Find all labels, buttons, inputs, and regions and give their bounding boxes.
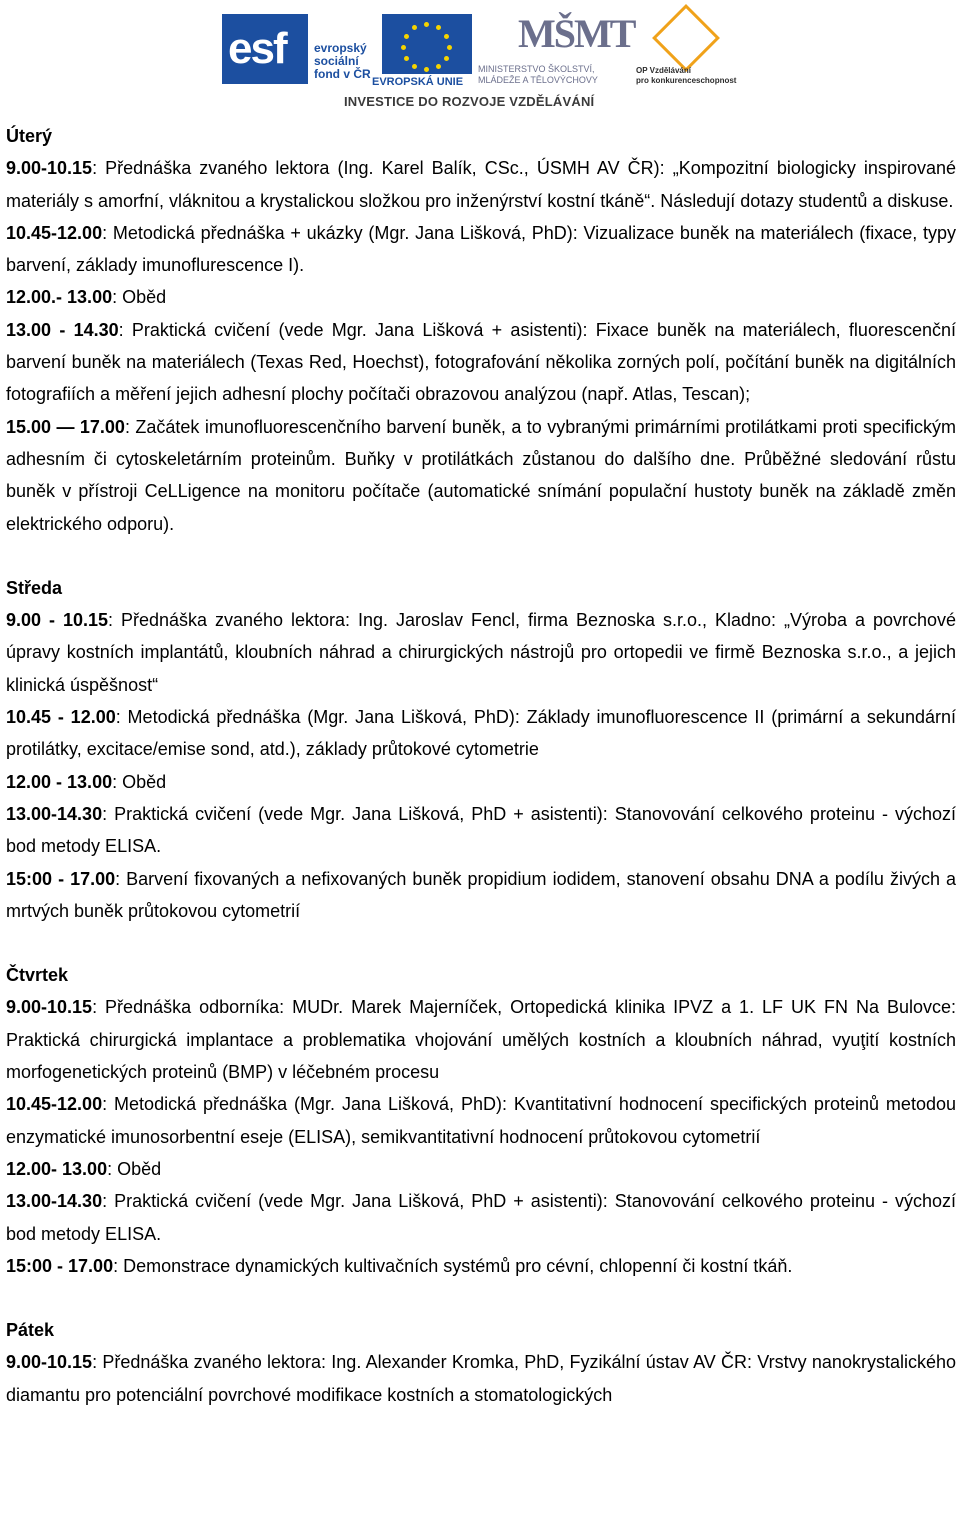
item-time: 10.45-12.00	[6, 1094, 103, 1115]
item-text: : Oběd	[107, 1158, 162, 1179]
schedule-item	[6, 798, 956, 863]
schedule-item	[6, 314, 956, 411]
schedule-item	[6, 217, 956, 282]
day-section-utery	[6, 120, 956, 540]
item-time: 15:00 - 17.00	[6, 868, 116, 889]
schedule-item	[6, 863, 956, 928]
op-diamond-icon	[652, 4, 720, 72]
item-text: : Praktická cvičení (vede Mgr. Jana Lišková + asistenti): Fixace buněk na materiálech, fluorescenční barvení buněk na materiálech (Texas Red, Hoechst), fotografování několika zorných polí, počítání buněk na digitálních fotografiích a měření jejich adhesní plochy počítači obrazovou analýzou (např. Atlas, Tescan);	[6, 319, 956, 405]
esf-caption	[314, 42, 371, 81]
item-time: 13.00-14.30	[6, 803, 103, 824]
header-tagline: INVESTICE DO ROZVOJE VZDĚLÁVÁNÍ	[344, 94, 595, 109]
item-time: 13.00 - 14.30	[6, 319, 119, 340]
item-text: : Praktická cvičení (vede Mgr. Jana Lišková, PhD + asistenti): Stanovování celkového proteinu - výchozí bod metody ELISA.	[6, 1191, 956, 1244]
item-text: : Oběd	[112, 287, 167, 308]
item-text: : Přednáška zvaného lektora: Ing. Alexander Kromka, PhD, Fyzikální ústav AV ČR: Vrstvy nanokrystalického diamantu pro potenciální povrchové modifikace kostních a stomatologických	[6, 1352, 956, 1405]
day-section-patek	[6, 1314, 956, 1411]
esf-mark	[222, 14, 308, 84]
esf-line-3: fond v ČR	[314, 67, 371, 81]
day-section-streda	[6, 572, 956, 927]
msmt-caption	[478, 64, 598, 86]
item-time: 9.00-10.15	[6, 1352, 93, 1373]
esf-line-2: sociální	[314, 54, 359, 68]
msmt-mark: MŠMT	[518, 11, 635, 56]
item-time: 15.00 — 17.00	[6, 416, 125, 437]
item-text: : Demonstrace dynamických kultivačních systémů pro cévní, chlopenní či kostní tkáň.	[113, 1255, 793, 1276]
day-heading: Čtvrtek	[6, 965, 69, 986]
item-time: 15:00 - 17.00	[6, 1255, 114, 1276]
day-heading: Středa	[6, 577, 63, 598]
item-text: : Přednáška zvaného lektora (Ing. Karel Balík, CSc., ÚSMH AV ČR): „Kompozitní biologicky inspirované materiály s amorfní, vláknitou a krystalickou složkou pro inženýrství kostní tkáně“. Následují dotazy studentů a diskuse.	[6, 158, 956, 211]
item-text: : Metodická přednáška + ukázky (Mgr. Jana Lišková, PhD): Vizualizace buněk na materiálech (fixace, typy barvení, základy imunoflurescence I).	[6, 222, 956, 276]
item-text: : Metodická přednáška (Mgr. Jana Lišková, PhD): Kvantitativní hodnocení specifických proteinů metodou enzymatické imunosorbentní eseje (ELISA), semikvantitativní hodnocení průtokovou cytometrií	[6, 1094, 956, 1147]
schedule-item	[6, 1153, 956, 1185]
msmt-logo	[478, 10, 633, 96]
item-time: 12.00 - 13.00	[6, 771, 113, 792]
item-text: : Začátek imunofluorescenčního barvení buněk, a to vybranými primárními protilátkami proti specifickým adhesním či cytoskeletárním proteinům. Buňky v protilátkách zůstanou do dalšího dne. Průběžné sledování růstu buněk v přístroji CeLLigence na monitoru počítače (automatické snímání populační hustoty buněk na základě změn elektrického odporu).	[6, 416, 956, 534]
item-time: 12.00.- 13.00	[6, 287, 113, 308]
esf-logo	[222, 12, 472, 88]
item-text: : Praktická cvičení (vede Mgr. Jana Lišková, PhD + asistenti): Stanovování celkového proteinu - výchozí bod metody ELISA.	[6, 803, 956, 857]
item-time: 10.45-12.00	[6, 222, 103, 243]
schedule-item	[6, 766, 956, 798]
schedule-item	[6, 152, 956, 217]
esf-logo-text: esf	[228, 24, 286, 73]
schedule-item	[6, 604, 956, 701]
schedule-item	[6, 1250, 956, 1282]
day-heading: Pátek	[6, 1320, 55, 1341]
op-caption	[636, 66, 736, 86]
esf-line-1: evropský	[314, 41, 367, 55]
item-time: 13.00-14.30	[6, 1191, 103, 1212]
item-time: 9.00-10.15	[6, 158, 93, 179]
schedule-item	[6, 1185, 956, 1250]
item-time: 9.00 - 10.15	[6, 610, 109, 631]
schedule-item	[6, 701, 956, 766]
schedule-item	[6, 281, 956, 313]
item-text: : Přednáška odborníka: MUDr. Marek Majerníček, Ortopedická klinika IPVZ a 1. LF UK FN Na Bulovce: Praktická chirurgická implantace a problematika vhojování umělých kostních a kloubních náhrad, vyuţití kostních morfogenetických proteinů (BMP) v léčebném procesu	[6, 997, 956, 1083]
op-line-1: OP Vzdělávání	[636, 66, 691, 75]
item-text: : Barvení fixovaných a nefixovaných buněk propidium iodidem, stanovení obsahu DNA a podílu živých a mrtvých buněk průtokovou cytometrií	[6, 868, 957, 921]
eu-label: EVROPSKÁ UNIE	[372, 76, 464, 88]
header-logo-band	[0, 0, 960, 118]
op-line-2: pro konkurenceschopnost	[636, 76, 737, 85]
eu-flag-icon	[382, 14, 472, 74]
schedule-item	[6, 1346, 956, 1411]
schedule-item	[6, 991, 956, 1088]
item-text: : Přednáška zvaného lektora: Ing. Jaroslav Fencl, firma Beznoska s.r.o., Kladno: „Výroba a povrchové úpravy kostních implantátů, kloubních náhrad a chirurgických nástrojů pro ortopedii ve firmě Beznoska s.r.o., a jejich klinická úspěšnost“	[6, 610, 956, 695]
schedule-item	[6, 411, 956, 540]
item-time: 12.00- 13.00	[6, 1158, 108, 1179]
item-time: 9.00-10.15	[6, 997, 93, 1018]
msmt-line-1: MINISTERSTVO ŠKOLSTVÍ,	[478, 64, 595, 74]
op-vzdelavani-logo	[636, 10, 740, 90]
item-time: 10.45 - 12.00	[6, 707, 116, 728]
day-section-ctvrtek	[6, 959, 956, 1282]
item-text: : Metodická přednáška (Mgr. Jana Lišková, PhD): Základy imunofluorescence II (primární a sekundární protilátky, excitace/emise sond, atd.), základy průtokové cytometrie	[6, 707, 956, 760]
schedule-content	[6, 120, 956, 1411]
item-text: : Oběd	[112, 771, 167, 792]
msmt-line-2: MLÁDEŽE A TĚLOVÝCHOVY	[478, 75, 598, 85]
schedule-item	[6, 1088, 956, 1153]
day-heading: Úterý	[6, 126, 53, 146]
